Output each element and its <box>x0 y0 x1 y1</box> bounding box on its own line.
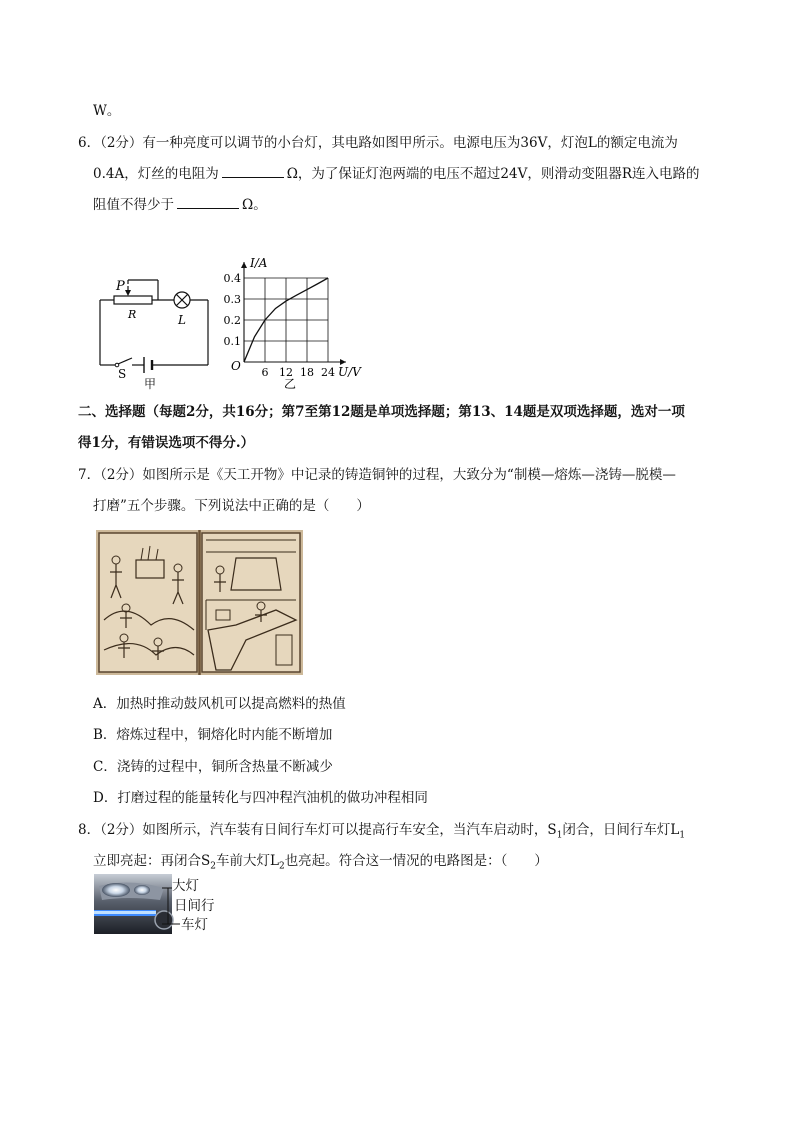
x-axis-label: U/V <box>338 365 361 379</box>
y-axis-arrow <box>241 262 247 268</box>
x-tick-label: 6 <box>261 366 269 379</box>
q7-option-a[interactable]: A．加热时推动鼓风机可以提高燃料的热值 <box>93 696 346 712</box>
q8-line2-sub2: 2 <box>278 861 285 872</box>
q7-option-b[interactable]: B．熔炼过程中，铜熔化时内能不断增加 <box>93 727 333 743</box>
q8-line1-b: 闭合，日间行车灯L <box>562 822 680 838</box>
label-l: L <box>178 313 186 327</box>
switch-s <box>118 358 132 364</box>
y-tick-label: 0.4 <box>223 272 241 285</box>
y-axis-label: I/A <box>250 256 268 270</box>
x-tick-label: 18 <box>300 366 314 379</box>
origin-label: O <box>231 359 241 373</box>
section2-line2: 得1分，有错误选项不得分.） <box>78 435 255 451</box>
q7-option-c[interactable]: C．浇铸的过程中，铜所含热量不断减少 <box>93 759 333 775</box>
y-tick-label: 0.1 <box>223 335 241 348</box>
q8-line1 <box>78 821 685 845</box>
q6-line3 <box>93 196 267 214</box>
photo-label-daytime-1: 日间行 <box>174 898 215 914</box>
q8-line2 <box>93 852 548 876</box>
q7-line2: 打磨”五个步骤。下列说法中正确的是（ ） <box>93 498 370 514</box>
q8-line1-sub2: 1 <box>679 830 686 841</box>
q6-line2 <box>93 165 700 183</box>
caption-yi: 乙 <box>284 377 297 391</box>
top-line: W。 <box>93 103 121 119</box>
q6-line2-b: Ω，为了保证灯泡两端的电压不超过24V，则滑动变阻器R连入电路的 <box>286 166 700 182</box>
photo-label-headlight: 大灯 <box>172 878 199 894</box>
tiangong-kaiwu-illustration <box>96 530 303 675</box>
circuit-diagram-jia <box>92 270 217 381</box>
x-tick-label: 24 <box>321 366 335 379</box>
q8-line2-sub1: 2 <box>210 861 216 872</box>
x-tick-label: 12 <box>279 366 293 379</box>
q8-line2-a: 立即亮起：再闭合S <box>93 853 211 869</box>
q6-line3-a: 阻值不得少于 <box>93 197 174 213</box>
q8-line1-sub1: 1 <box>556 830 563 841</box>
q6-blank-2[interactable] <box>177 196 239 209</box>
photo-pointer-lines <box>160 880 180 930</box>
rheostat-r <box>114 296 152 304</box>
y-tick-label: 0.3 <box>223 293 241 306</box>
q6-line3-b: Ω。 <box>242 197 267 213</box>
q8-line2-b: 车前大灯L <box>215 853 279 869</box>
q6-blank-1[interactable] <box>222 165 284 178</box>
q7-option-d[interactable]: D．打磨过程的能量转化与四冲程汽油机的做功冲程相同 <box>93 790 428 806</box>
q8-line1-a: 8．（2分）如图所示，汽车装有日间行车灯可以提高行车安全，当汽车启动时，S <box>78 822 557 838</box>
caption-jia: 甲 <box>144 377 157 391</box>
label-s: S <box>118 367 127 381</box>
label-p: P <box>116 279 125 294</box>
q8-line2-c: 也亮起。符合这一情况的电路图是：（ ） <box>284 853 548 869</box>
photo-label-daytime-2: 车灯 <box>181 917 208 933</box>
y-tick-label: 0.2 <box>223 314 241 327</box>
label-r: R <box>128 308 137 321</box>
q6-line1: 6．（2分）有一种亮度可以调节的小台灯，其电路如图甲所示。电源电压为36V，灯泡L的额定电流为 <box>78 135 678 151</box>
q6-line2-a: 0.4A，灯丝的电阻为 <box>93 166 219 182</box>
iv-graph-yi <box>223 254 366 394</box>
section2-line1: 二、选择题（每题2分，共16分；第7至第12题是单项选择题；第13、14题是双项选择题，选对一项 <box>78 404 685 420</box>
q7-line1: 7．（2分）如图所示是《天工开物》中记录的铸造铜钟的过程，大致分为“制模—熔炼—浇铸—脱模— <box>78 467 676 483</box>
